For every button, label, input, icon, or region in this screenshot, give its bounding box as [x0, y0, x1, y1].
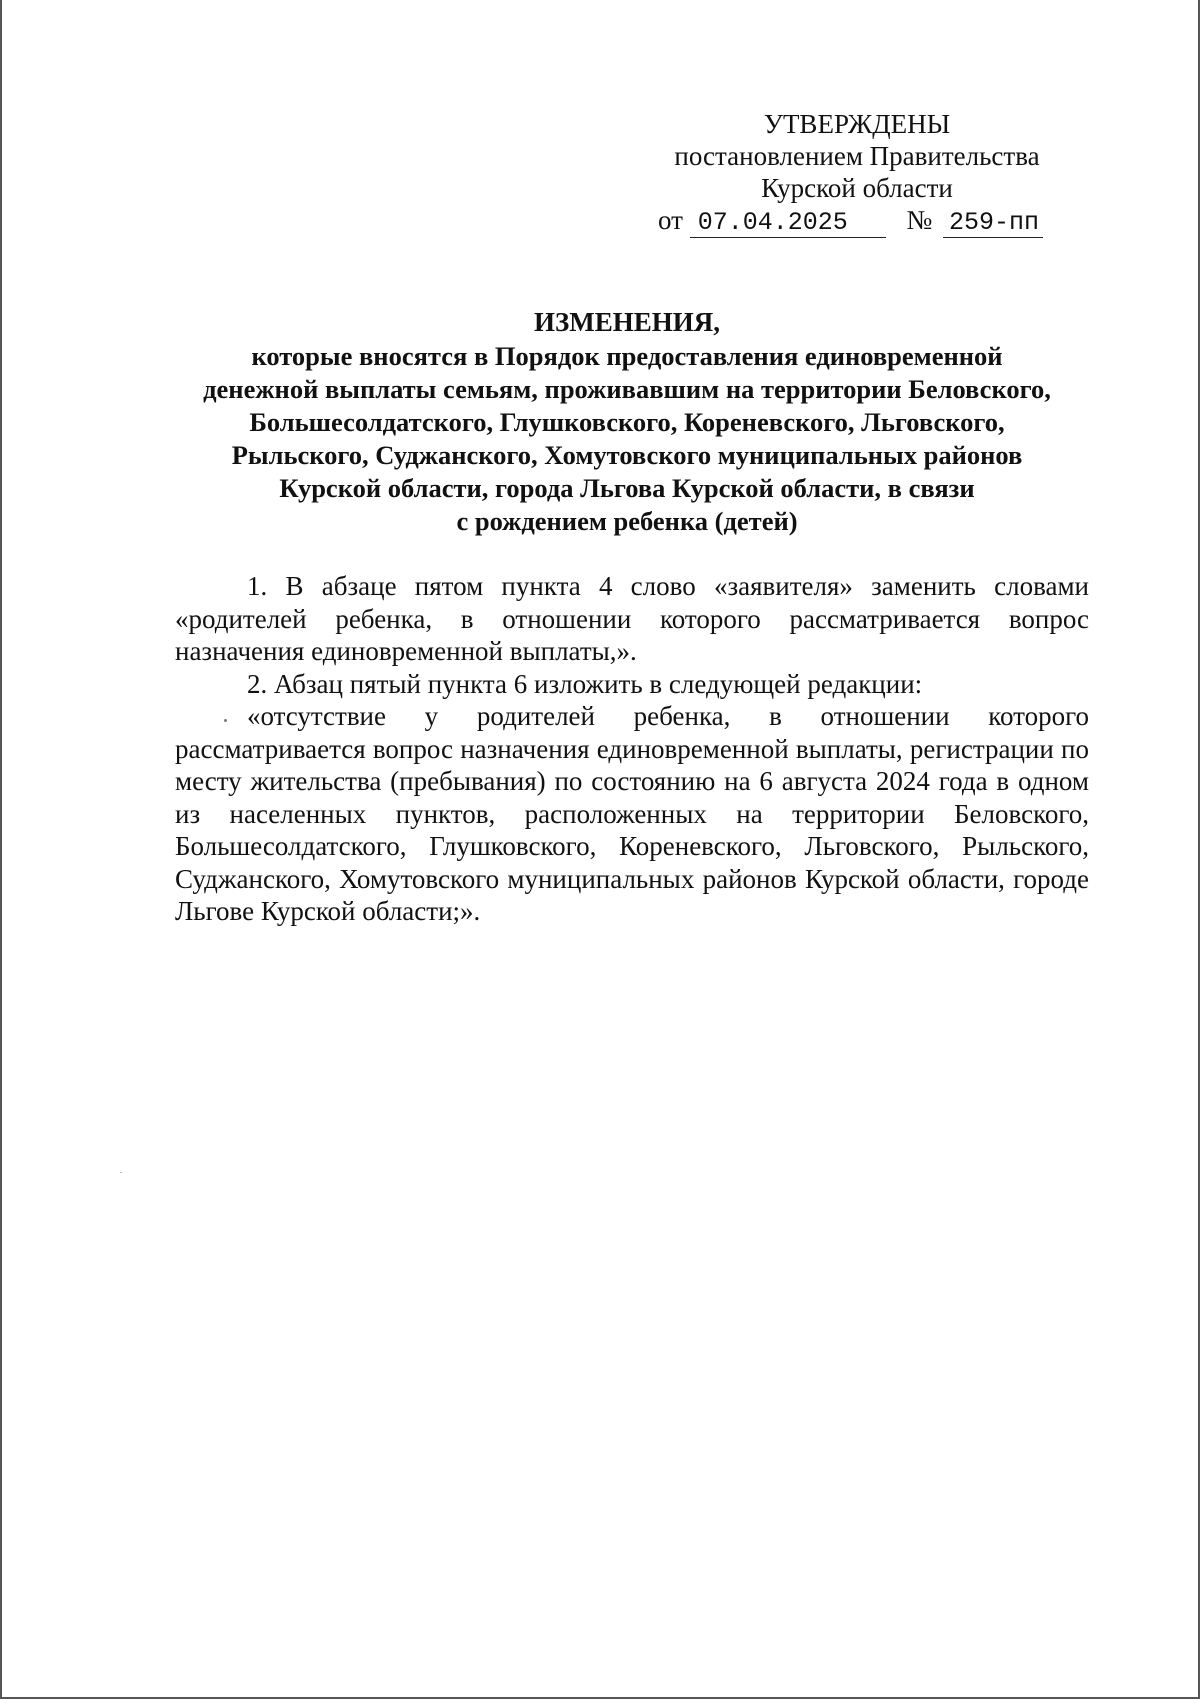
scan-artifact: [120, 1172, 122, 1173]
approval-date: 07.04.2025: [690, 209, 886, 238]
title-line: Большесолдатского, Глушковского, Кореневского, Льговского,: [249, 407, 1005, 437]
number-label: №: [906, 205, 933, 235]
approval-region: Курской области: [761, 173, 953, 203]
approval-resolution: постановлением Правительства: [674, 141, 1040, 171]
approval-stamp: [642, 108, 1072, 238]
document-body: [175, 570, 1089, 928]
scan-artifact: [224, 719, 227, 722]
title-main: ИЗМЕНЕНИЯ,: [533, 307, 720, 337]
title-line: денежной выплаты семьям, проживавшим на территории Беловского,: [203, 374, 1051, 404]
title-line: которые вносятся в Порядок предоставления единовременной: [251, 341, 1003, 371]
title-line: Курской области, города Льгова Курской области, в связи: [279, 473, 975, 503]
document-title: [162, 306, 1092, 538]
approval-heading: УТВЕРЖДЕНЫ: [763, 109, 951, 139]
paragraph-2: 2. Абзац пятый пункта 6 изложить в следующей редакции:: [247, 668, 923, 699]
paragraph-1: 1. В абзаце пятом пункта 4 слово «заявителя» заменить словами «родителей ребенка, в отношении которого рассматривается вопрос назначения единовременной выплаты,».: [175, 571, 1089, 666]
paragraph-3: «отсутствие у родителей ребенка, в отношении которого рассматривается вопрос назначения единовременной выплаты, регистрации по месту жительства (пребывания) по состоянию на 6 августа 2024 года в одном из населенных пунктов, расположенных на территории Беловского, Большесолдатского, Глушковского, Кореневского, Льговского, Рыльского, Суджанского, Хомутовского муниципальных районов Курской области, городе Льгове Курской области;».: [175, 701, 1089, 926]
approval-date-number: [642, 204, 1072, 238]
title-line: Рыльского, Суджанского, Хомутовского муниципальных районов: [231, 440, 1023, 470]
date-prefix: от: [658, 205, 683, 235]
title-line: с рождением ребенка (детей): [456, 506, 798, 536]
approval-number: 259-пп: [943, 209, 1043, 238]
